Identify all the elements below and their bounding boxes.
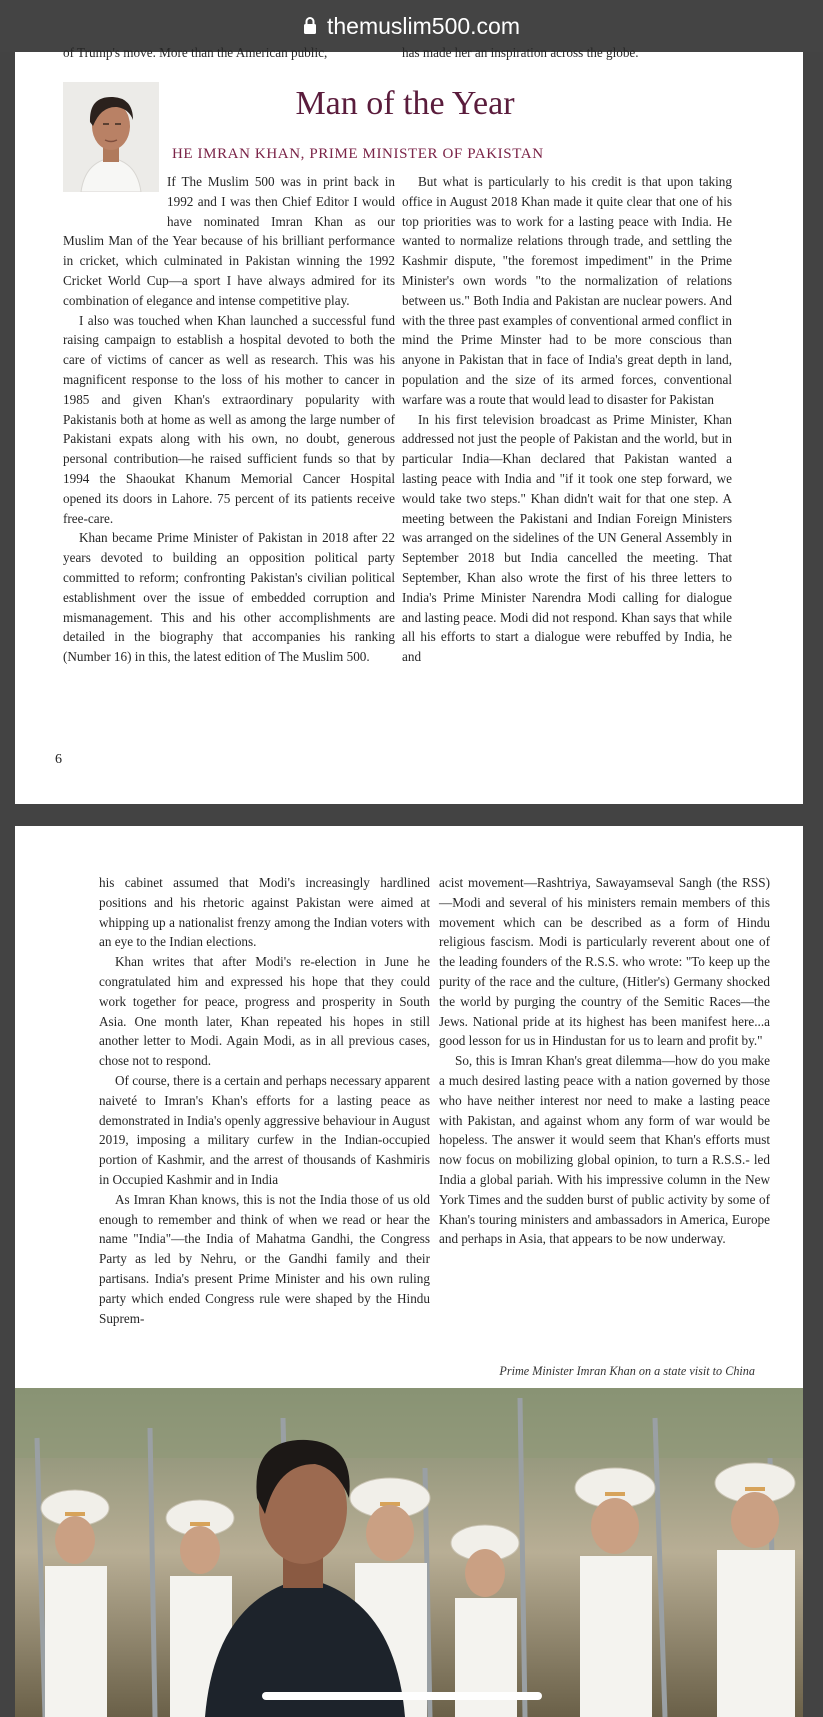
right-column (402, 172, 732, 729)
paragraph: his cabinet assumed that Modi's increasingly hardlined positions and his rhetoric against Pakistan were aimed at whipping up a nationalist frenzy among the Indian voters with an eye to the Indian elections. (99, 875, 430, 950)
paragraph: I also was touched when Khan launched a successful fund raising campaign to establish a hospital devoted to both the care of victims of cancer as well as research. This was his magnificent response to the loss of his mother to cancer in 1985 and given Khan's extraordinary popularity with Pakistanis both at home as well as among the large number of Pakistani expats along with his own, no doubt, generous personal contribution—he raised sufficient funds so that by 1994 the Shaoukat Khanum Memorial Cancer Hospital opened its doors in Lahore. 75 percent of its patients receive free-care. (63, 312, 395, 526)
paragraph: In his first television broadcast as Prime Minister, Khan addressed not just the people of Pakistan and the world, but in particular India—Khan declared that Pakistan wanted a lasting peace with India and "if it took one step forward, we would take two steps." Khan didn't wait for that one step. A meeting between the Pakistani and Indian Foreign Ministers was arranged on the sidelines of the UN General Assembly in September 2018 but India cancelled the meeting. That September, Khan also wrote the first of his three letters to India's Prime Minister Narendra Modi calling for dialogue and lasting peace. Modi did not respond. Khan says that while all his efforts to start a dialogue were rebuffed by India, he and (402, 411, 732, 665)
article-title: Man of the Year (295, 85, 515, 122)
right-column (439, 873, 770, 1249)
top-left-fragment: of Trump's move. More than the American public, (63, 45, 328, 60)
paragraph: If The Muslim 500 was in print back in 1992 and I was then Chief Editor I would have nominated Imran Khan as our Muslim Man of the Year because of his brilliant performance in cricket, which culminated in Pakistan winning the 1992 Cricket World Cup—a sport I have always admired for its combination of elegance and intense competitive play. (63, 174, 395, 308)
article-subtitle: HE IMRAN KHAN, PRIME MINISTER OF PAKISTAN (172, 146, 544, 162)
url-text: themuslim500.com (326, 12, 521, 39)
left-column (63, 172, 395, 667)
state-visit-image (15, 1388, 803, 1717)
paragraph: So, this is Imran Khan's great dilemma—how do you make a much desired lasting peace with a nation governed by those who have neither interest nor need to make a lasting peace with Pakistan, and against whom any form of war would be hopeless. The answer it would seem that Khan's efforts must now focus on mobilizing global opinion, to turn a R.S.S.- led India a global pariah. With his impressive column in the New York Times and the sudden burst of public activity by some of Khan's touring ministers and ambassadors in America, Europe and perhaps in Asia, that appears to be now underway. (439, 1053, 770, 1247)
paragraph: But what is particularly to his credit is that upon taking office in August 2018 Khan made it quite clear that one of his top priorities was to work for a lasting peace with India. He wanted to normalize relations through trade, and settling the Kashmir dispute, "the foremost impediment" in the Prime Minister's own words "to the normalization of relations between us." Both India and Pakistan are nuclear powers. And with the three past examples of conventional armed conflict in mind the Prime Minster had to be more conscious than anyone in Pakistan that in face of India's great depth in land, population and the size of its armed forces, conventional warfare was a route that would lead to disaster for Pakistan (402, 174, 732, 407)
lock-icon (303, 16, 317, 34)
page-two (15, 826, 803, 1717)
paragraph: Khan became Prime Minister of Pakistan in 2018 after 22 years devoted to building an opposition political party committed to reform; confronting Pakistan's civilian political establishment over the issue of embedded corruption and mismanagement. This and his other accomplishments are detailed in the biography that accompanies his ranking (Number 16) in this, the latest edition of The Muslim 500. (63, 530, 395, 665)
left-column (99, 873, 430, 1328)
portrait-spacer (63, 172, 167, 230)
top-right-fragment: has made her an inspiration across the globe. (402, 45, 639, 60)
paragraph: Khan writes that after Modi's re-election in June he congratulated him and expressed his hope that they could work together for peace, progress and prosperity in South Asia. One month later, Khan repeated his hopes in still another letter to Modi. Again Modi, as in all previous cases, chose not to respond. (99, 954, 430, 1069)
page-one (15, 45, 803, 804)
paragraph: Of course, there is a certain and perhaps necessary apparent naiveté to Imran's Khan's efforts for a lasting peace as demonstrated in India's openly aggressive behaviour in August 2019, imposing a military curfew in the Indian-occupied portion of Kashmir, and the arrest of thousands of Kashmiris in Occupied Kashmir and in India (99, 1072, 430, 1187)
state-visit-photo (15, 1388, 803, 1717)
photo-caption: Prime Minister Imran Khan on a state visit to China (499, 1364, 755, 1378)
home-indicator[interactable] (262, 1692, 542, 1700)
paragraph: As Imran Khan knows, this is not the India those of us old enough to remember and think of when we read or hear the name "India"—the India of Mahatma Gandhi, the Congress Party as led by Nehru, or the Gandhi family and their partisans. India's present Prime Minister and his own ruling party which ended Congress rule were shaped by the Hindu Suprem- (99, 1191, 430, 1326)
paragraph: acist movement—Rashtriya, Sawayamseval Sangh (the RSS)—Modi and several of his ministers remain members of this movement which can be described as a form of Hindu religious fascism. Modi is particularly reverent about one of the leading founders of the R.S.S. who wrote: "To keep up the purity of the race and the culture, (Hitler's) Germany shocked the world by purging the country of the Semitic Races—the Jews. National pride at its highest has been manifest here...a good lesson for us in Hindustan for us to learn and profit by." (439, 875, 770, 1049)
page-number: 6 (55, 752, 62, 767)
